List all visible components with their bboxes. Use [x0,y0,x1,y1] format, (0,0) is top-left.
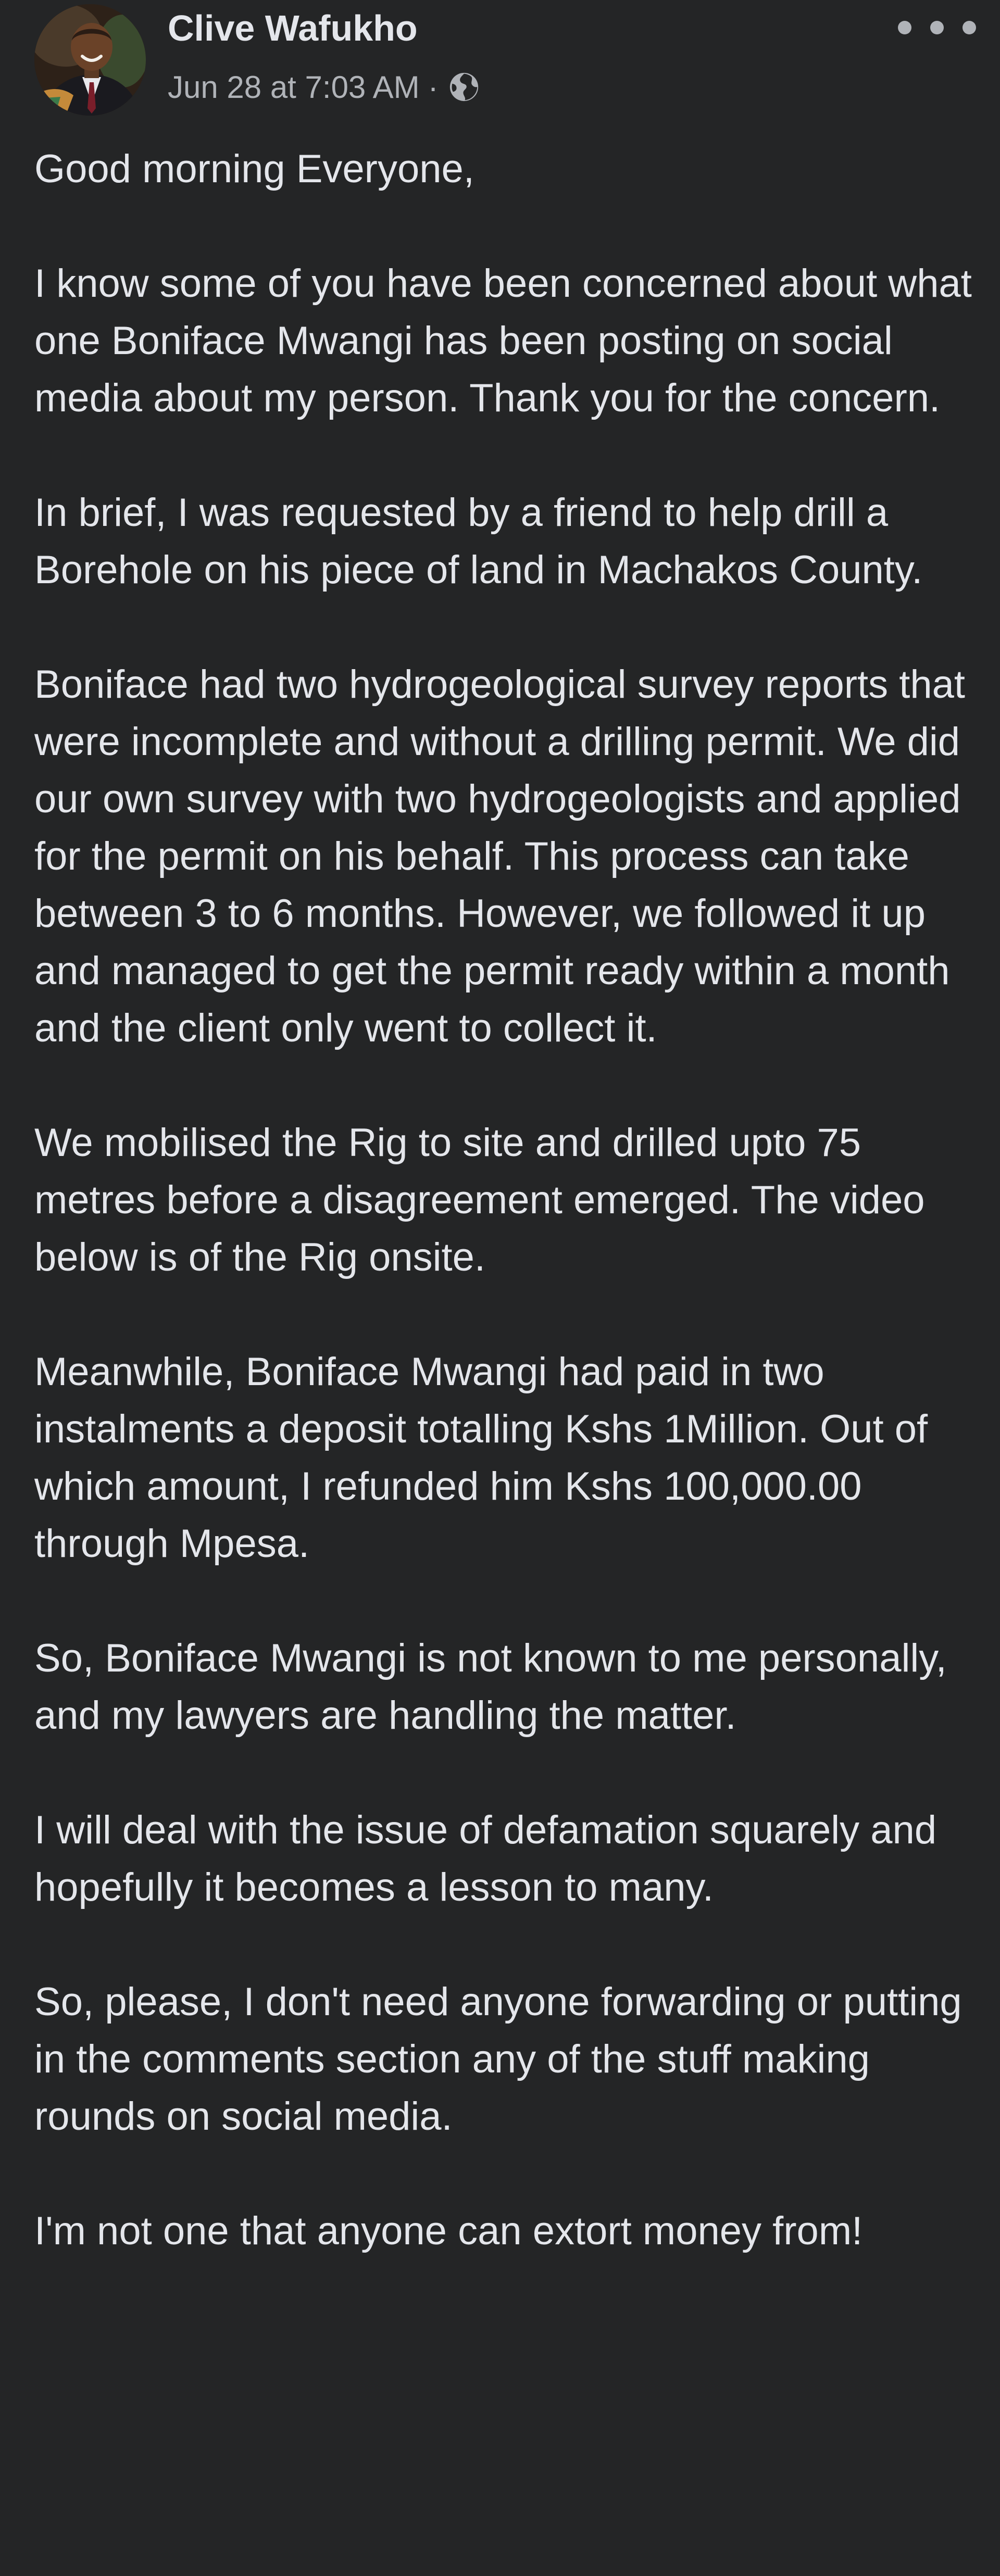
post-paragraph: We mobilised the Rig to site and drilled upto 75 metres before a disagreement emerged. The video below is of the Rig onsite. [34,1121,925,1279]
avatar-photo [34,4,146,116]
post-meta [168,64,480,110]
post-paragraph: In brief, I was requested by a friend to help drill a Borehole on his piece of land in Machakos County. [34,491,923,592]
globe-icon[interactable] [448,71,480,103]
post-header [0,0,1000,120]
post-body [34,141,988,2260]
post-paragraph: Boniface had two hydrogeological survey reports that were incomplete and without a drilling permit. We did our own survey with two hydrogeologists and applied for the permit on his behalf. This process can take between 3 to 6 months. However, we followed it up and managed to get the permit ready within a month and the client only went to collect it. [34,662,966,1050]
meta-separator: · [428,69,439,105]
post-paragraph: So, please, I don't need anyone forwarding or putting in the comments section any of the stuff making rounds on social media. [34,1980,962,2139]
post-paragraph: Meanwhile, Boniface Mwangi had paid in two instalments a deposit totalling Kshs 1Million. Out of which amount, I refunded him Kshs 100,000.00 through Mpesa. [34,1350,928,1566]
post-paragraph: I know some of you have been concerned about what one Boniface Mwangi has been posting on social media about my person. Thank you for the concern. [34,261,972,420]
post-timestamp[interactable]: Jun 28 at 7:03 AM [168,69,420,105]
more-dot [963,21,976,34]
more-options-button[interactable] [898,9,976,46]
more-dot [930,21,944,34]
author-name[interactable]: Clive Wafukho [168,8,418,48]
post-paragraph: Good morning Everyone, [34,147,474,191]
more-dot [898,21,911,34]
post-paragraph: I will deal with the issue of defamation squarely and hopefully it becomes a lesson to many. [34,1808,937,1909]
avatar[interactable] [34,4,146,116]
post-paragraph: So, Boniface Mwangi is not known to me personally, and my lawyers are handling the matter. [34,1636,947,1738]
post-paragraph: I'm not one that anyone can extort money from! [34,2209,863,2253]
